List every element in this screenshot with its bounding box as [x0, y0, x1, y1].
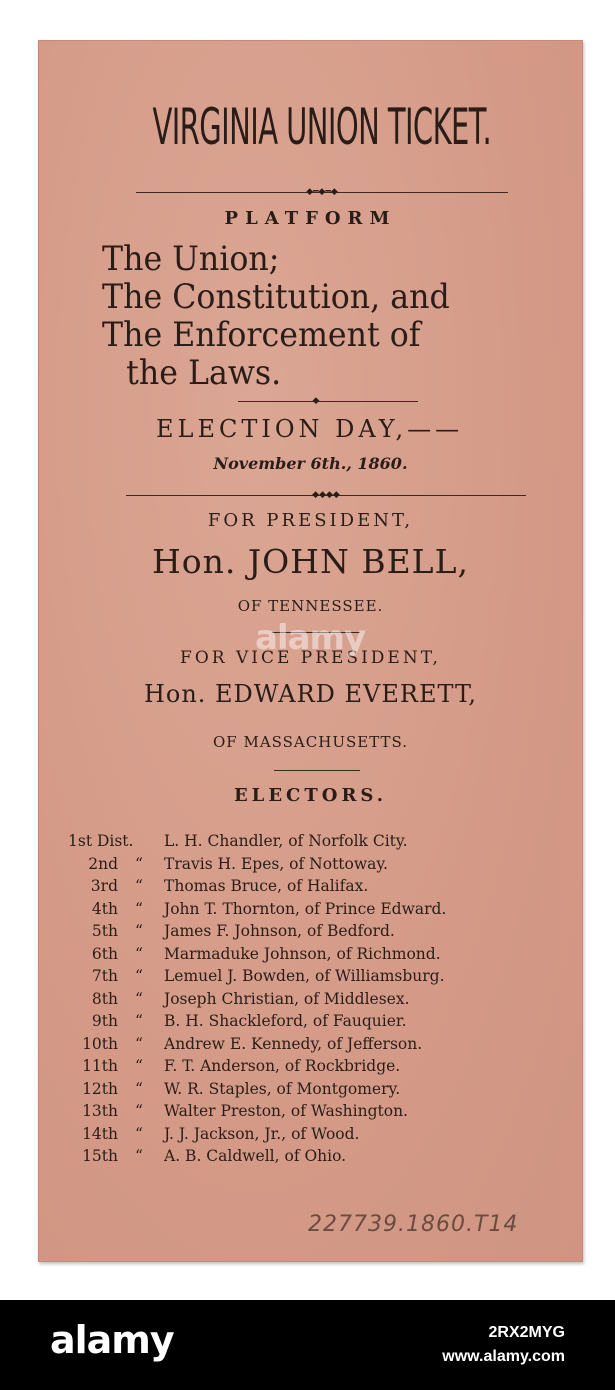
ditto-mark: “: [135, 854, 143, 873]
elector-name: F. T. Anderson, of Rockbridge.: [164, 1057, 401, 1075]
president-label: FOR PRESIDENT,: [207, 510, 414, 531]
elector-district: 11th: [82, 1057, 118, 1075]
elector-district: 9th: [91, 1012, 118, 1030]
plank-line: The Constitution, and: [102, 277, 450, 317]
elector-name: John T. Thornton, of Prince Edward.: [164, 899, 447, 918]
elector-name: A. B. Caldwell, of Ohio.: [164, 1147, 347, 1165]
elector-district: 12th: [82, 1079, 118, 1098]
elector-district: 1st Dist.: [68, 832, 134, 850]
plank-line: the Laws.: [126, 353, 282, 393]
ditto-mark: “: [135, 1057, 143, 1075]
elector-name: Lemuel J. Bowden, of Williamsburg.: [164, 967, 445, 985]
plank-line: The Union;: [102, 239, 280, 279]
elector-name: B. H. Shackleford, of Fauquier.: [164, 1012, 407, 1030]
elector-district: 10th: [82, 1034, 118, 1053]
ditto-mark: “: [135, 1124, 143, 1143]
elector-row: [68, 875, 578, 898]
elector-row: [68, 830, 578, 853]
elector-district: 7th: [91, 967, 118, 985]
elector-district: 3rd: [90, 877, 118, 895]
elector-name: Joseph Christian, of Middlesex.: [164, 989, 410, 1008]
elector-district: 8th: [91, 989, 118, 1008]
handwritten-catalog-number: 227739.1860.T14: [308, 1212, 519, 1237]
site-url: www.alamy.com: [442, 1348, 565, 1365]
vice-president-label: FOR VICE PRESIDENT,: [180, 648, 441, 668]
elector-district: 2nd: [88, 854, 118, 873]
elector-name: W. R. Staples, of Montgomery.: [164, 1079, 401, 1098]
elector-row: [68, 853, 578, 876]
image-id: 2RX2MYG: [488, 1324, 565, 1341]
ditto-mark: “: [135, 877, 143, 895]
ditto-mark: “: [135, 1012, 143, 1030]
stock-footer: [0, 1300, 615, 1390]
ditto-mark: “: [135, 967, 143, 985]
elector-row: [68, 1033, 578, 1056]
ditto-mark: “: [135, 989, 143, 1008]
elector-district: 5th: [91, 922, 118, 940]
elector-district: 4th: [91, 899, 118, 918]
section-rule: [274, 770, 360, 771]
elector-district: 13th: [82, 1102, 118, 1120]
elector-name: Thomas Bruce, of Halifax.: [164, 877, 369, 895]
ditto-mark: “: [135, 1079, 143, 1098]
elector-row: [68, 943, 578, 966]
elector-district: 14th: [82, 1124, 118, 1143]
elector-row: [68, 1145, 578, 1168]
elector-row: [68, 1100, 578, 1123]
elector-name: L. H. Chandler, of Norfolk City.: [164, 832, 408, 850]
elector-row: [68, 898, 578, 921]
ditto-mark: “: [135, 1147, 143, 1165]
electors-list: [68, 830, 578, 1168]
president-state: OF TENNESSEE.: [237, 597, 384, 615]
ditto-mark: “: [135, 922, 143, 940]
ditto-mark: “: [135, 1102, 143, 1120]
ditto-mark: “: [135, 1034, 143, 1053]
elector-row: [68, 1078, 578, 1101]
vice-president-state: OF MASSACHUSETTS.: [212, 733, 408, 751]
elector-name: J. J. Jackson, Jr., of Wood.: [164, 1124, 360, 1143]
elector-name: James F. Johnson, of Bedford.: [164, 922, 395, 940]
elector-name: Walter Preston, of Washington.: [164, 1102, 408, 1120]
elector-row: [68, 1055, 578, 1078]
plank-line: The Enforcement of: [102, 315, 421, 355]
elector-row: [68, 965, 578, 988]
elector-name: Marmaduke Johnson, of Richmond.: [164, 944, 441, 963]
platform-planks: [102, 240, 450, 392]
elector-district: 6th: [91, 944, 118, 963]
president-name: Hon. JOHN BELL,: [152, 542, 469, 581]
elector-name: Travis H. Epes, of Nottoway.: [164, 854, 388, 873]
electors-heading: ELECTORS.: [233, 785, 388, 806]
elector-row: [68, 920, 578, 943]
elector-name: Andrew E. Kennedy, of Jefferson.: [164, 1034, 423, 1053]
election-date: November 6th., 1860.: [213, 454, 408, 473]
ticket-title: VIRGINIA UNION TICKET.: [152, 98, 492, 156]
elector-row: [68, 1123, 578, 1146]
platform-heading: PLATFORM: [224, 208, 397, 229]
elector-row: [68, 988, 578, 1011]
ornament-divider: ◆◆◆◆: [312, 490, 340, 500]
elector-row: [68, 1010, 578, 1033]
election-day-label: ELECTION DAY,——: [156, 415, 464, 443]
ornament-divider: ◆: [312, 396, 320, 406]
watermark-logo: alamy: [255, 618, 366, 658]
elector-district: 15th: [82, 1147, 118, 1165]
ditto-mark: “: [135, 944, 143, 963]
vice-president-name: Hon. EDWARD EVERETT,: [143, 680, 478, 708]
footer-logo: alamy: [50, 1318, 174, 1362]
ditto-mark: “: [135, 899, 143, 918]
ornament-divider: ◆━◆━◆: [306, 187, 338, 197]
